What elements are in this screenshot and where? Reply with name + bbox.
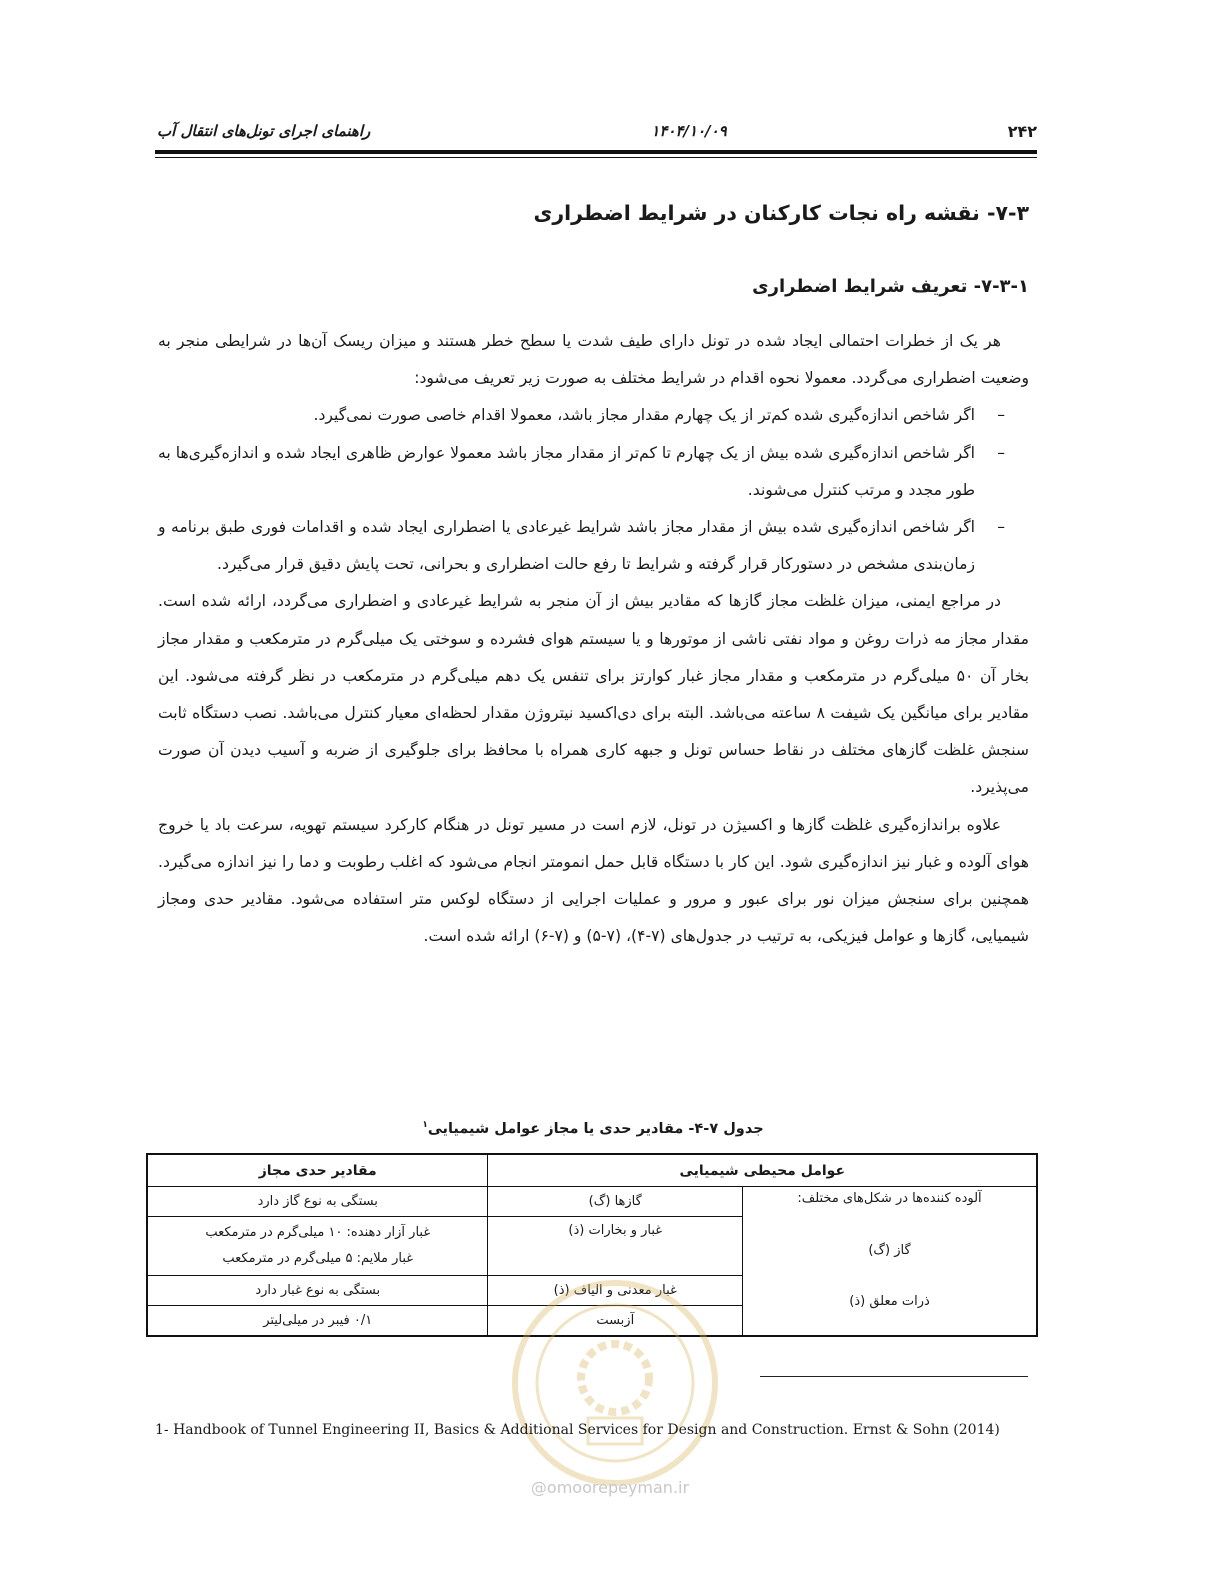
factor-cell: آزبست: [488, 1306, 743, 1337]
footnote: 1- Handbook of Tunnel Engineering II, Basics & Additional Services for Design and Construction. Ernst & Sohn (2014): [155, 1422, 1000, 1438]
limit-cell: بستگی به نوع غبار دارد: [147, 1276, 488, 1306]
list-item-text: اگر شاخص اندازه‌گیری شده بیش از مقدار مجاز باشد شرایط غیرعادی یا اضطراری ایجاد شده و اقدامات فوری طبق برنامه و زمان‌بندی مشخص در دستورکار قرار گرفته و شرایط تا رفع حالت اضطراری و بحرانی، تحت پایش دقیق قرار می‌گیرد.: [158, 518, 975, 574]
table-header-row: [147, 1154, 1037, 1187]
list-item-text: اگر شاخص اندازه‌گیری شده بیش از یک چهارم تا کم‌تر از مقدار مجاز باشد معمولا عوارض ظاهری ایجاد شده و اندازه‌گیری‌ها به طور مجدد و مرتب کنترل می‌شوند.: [158, 443, 975, 499]
list-item-text: اگر شاخص اندازه‌گیری شده کم‌تر از یک چهارم مقدار مجاز باشد، معمولا اقدام خاصی صورت نمی‌گیرد.: [313, 406, 975, 425]
book-title: راهنمای اجرای تونل‌های انتقال آب: [157, 122, 371, 140]
subsection-heading: ۷-۳-۱- تعریف شرایط اضطراری: [752, 276, 1029, 297]
footnote-ref: ۱: [422, 1120, 428, 1130]
running-header: [157, 118, 1037, 144]
watermark-text: @omoorepeyman.ir: [530, 1478, 690, 1497]
bullet-dash: –: [997, 518, 1005, 537]
limit-cell: بستگی به نوع گاز دارد: [147, 1187, 488, 1217]
bullet-dash: –: [997, 443, 1005, 462]
paragraph-measurement: علاوه براندازه‌گیری غلظت گازها و اکسیژن در تونل، لازم است در مسیر تونل در هنگام کارکرد سیستم تهویه، سرعت باد یا خروج هوای آلوده و غبار نیز اندازه‌گیری شود. این کار با دستگاه قابل حمل انمومتر انجام می‌شود که اغلب رطوبت و دما را نیز اندازه می‌گیرد. همچنین برای سنجش میزان نور برای عبور و مرور و عملیات اجرایی از دستگاه لوکس متر استفاده می‌شود. مقادیر حدی ومجاز شیمیایی، گازها و عوامل فیزیکی، به ترتیب در جدول‌های (۷-۴)، (۷-۵) و (۷-۶) ارائه شده است.: [158, 815, 1029, 946]
section-heading: ۷-۳- نقشه راه نجات کارکنان در شرایط اضطراری: [533, 201, 1029, 225]
header-rule-thick: [155, 150, 1037, 154]
seal-watermark-icon: [500, 1268, 730, 1498]
factor-cell: غبار معدنی و الیاف (ذ): [488, 1276, 743, 1306]
group-gas: گاز (گ): [868, 1242, 911, 1258]
limit-line: غبار ملایم: ۵ میلی‌گرم در مترمکعب: [222, 1251, 414, 1266]
list-item: [158, 397, 1005, 434]
page-number: ۲۴۲: [1007, 121, 1037, 141]
header-rule-thin: [155, 157, 1037, 158]
header-limits: مقادیر حدی مجاز: [147, 1154, 488, 1187]
group-title: آلوده کننده‌ها در شکل‌های مختلف:: [797, 1191, 982, 1206]
footnote-rule: [760, 1376, 1028, 1377]
bullet-list: [158, 397, 1029, 583]
table-caption: [148, 1120, 1038, 1137]
header-factors: عوامل محیطی شیمیایی: [488, 1154, 1037, 1187]
table-row: [147, 1187, 1037, 1217]
table-caption-text: جدول ۷-۴- مقادیر حدی یا مجاز عوامل شیمیایی: [427, 1120, 764, 1137]
paragraph-gas-limits: در مراجع ایمنی، میزان غلظت مجاز گازها که مقادیر بیش از آن منجر به شرایط غیرعادی و اضطراری می‌گردد، ارائه شده است. مقدار مجاز مه ذرات روغن و مواد نفتی ناشی از موتورها و یا سیستم هوای فشرده و سوختی یک میلی‌گرم در مترمکعب و مقدار مجاز بخار آن ۵۰ میلی‌گرم در مترمکعب و مقدار مجاز غبار کوارتز برای تنفس یک دهم میلی‌گرم در مترمکعب در نظر گرفته می‌شود. این مقادیر برای میانگین یک شیفت ۸ ساعته می‌باشد. البته برای دی‌اکسید نیتروژن مقدار لحظه‌ای معیار کنترل می‌باشد. نصب دستگاه ثابت سنجش غلظت گازهای مختلف در نقاط حساس تونل و جبهه کاری همراه با محافظ برای جلوگیری از ضربه و آسیب دیدن آن صورت می‌پذیرد.: [158, 592, 1029, 797]
limit-cell: [147, 1217, 488, 1276]
group-cell: [743, 1187, 1037, 1337]
limit-line: غبار آزار دهنده: ۱۰ میلی‌گرم در مترمکعب: [205, 1225, 431, 1240]
header-date: ۱۴۰۴/۱۰/۰۹: [651, 122, 727, 140]
list-item: [158, 509, 1005, 583]
body-text: [158, 323, 1029, 955]
limit-cell: ۰/۱ فیبر در میلی‌لیتر: [147, 1306, 488, 1337]
factor-cell: غبار و بخارات (ذ): [488, 1217, 743, 1276]
list-item: [158, 435, 1005, 509]
group-particles: ذرات معلق (ذ): [849, 1294, 930, 1309]
paragraph-intro: هر یک از خطرات احتمالی ایجاد شده در تونل دارای طیف شدت یا سطح خطر هستند و میزان ریسک آن‌ها در شرایطی منجر به وضعیت اضطراری می‌گردد. معمولا نحوه اقدام در شرایط مختلف به صورت زیر تعریف می‌شود:: [158, 332, 1029, 388]
factor-cell: گازها (گ): [488, 1187, 743, 1217]
bullet-dash: –: [997, 406, 1005, 425]
